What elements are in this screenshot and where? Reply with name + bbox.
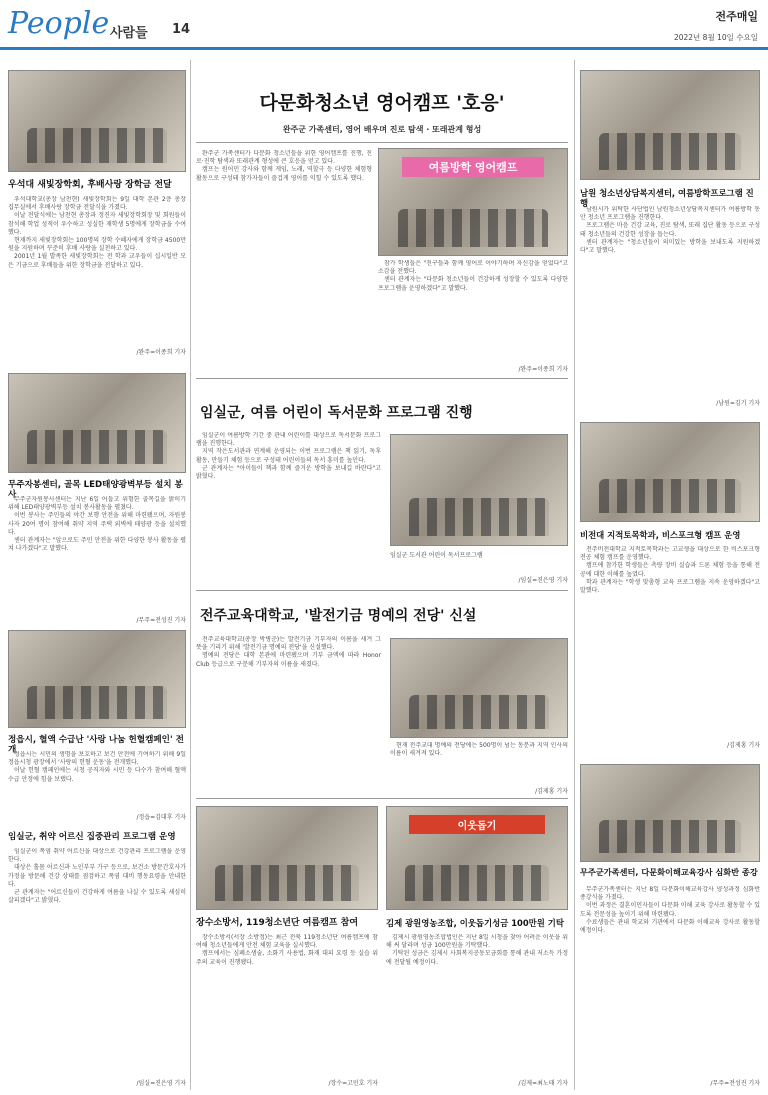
- article-body: 참가 학생들은 "친구들과 함께 영어로 이야기하며 자신감을 얻었다"고 소감을 전했다. 센터 관계자는 "다문화 청소년들이 건강하게 성장할 수 있도록 다양한 프로그램을 운영하겠다"고 말했다.: [378, 260, 568, 292]
- photo-caption: 임실군 도서관 어린이 독서프로그램: [390, 552, 483, 559]
- photo-banner: 이웃돕기: [409, 815, 546, 833]
- lead-article-photo: [378, 148, 568, 256]
- photo-banner: 여름방학 영어캠프: [402, 157, 545, 176]
- article-title: 김제 광원영농조합, 이웃돕기성금 100만원 기탁: [386, 918, 564, 928]
- article-body: 전주비전대학교 지적토목학과는 고교생을 대상으로 한 비스포크형 전공 체험 캠프를 운영했다. 캠프에 참가한 학생들은 측량 장비 실습과 드론 체험 등을 통해 전공에 대한 이해를 높였다. 학과 관계자는 "학생 맞춤형 교육 프로그램을 지속 운영하겠다"고 말했다.: [580, 546, 760, 595]
- article-title: 무주군가족센터, 다문화이해교육강사 심화반 종강: [580, 867, 758, 877]
- article-byline: /장수=고민호 기자: [328, 1080, 378, 1087]
- article-title: 우석대 새빛장학회, 후배사랑 장학금 전달: [8, 180, 172, 190]
- article-body: 현재 전주교대 명예의 전당에는 500명이 넘는 동문과 지역 인사의 이름이 새겨져 있다.: [390, 742, 568, 758]
- article-body: 임실군이 여름방학 기간 중 관내 어린이를 대상으로 독서문화 프로그램을 진행한다. 지역 작은도서관과 연계해 운영되는 이번 프로그램은 책 읽기, 독후 활동, 만들기 체험 등으로 구성돼 어린이들의 독서 흥미를 높인다. 군 관계자는 "아이들이 책과 함께 즐거운 방학을 보내길 바란다"고 밝혔다.: [196, 432, 381, 481]
- article-body: 완주군 가족센터가 다문화 청소년들을 위한 영어캠프를 진행, 진로·진학 탐색과 또래관계 형성에 큰 호응을 얻고 있다. 캠프는 원어민 강사와 함께 게임, 노래, 역할극 등 다양한 체험형 활동으로 구성돼 참가자들이 즐겁게 영어를 익힐 수 있도록 했다.: [196, 150, 372, 182]
- lead-article-title: 다문화청소년 영어캠프 '호응': [259, 92, 505, 114]
- article-title: 임실군, 여름 어린이 독서문화 프로그램 진행: [200, 405, 473, 421]
- article-photo: [390, 638, 568, 738]
- article-byline: /남원=김기 기자: [716, 400, 760, 407]
- article-body: 무주군자원봉사센터는 지난 6일 어둡고 위험한 골목길을 밝히기 위해 LED태양광벽부등 설치 봉사활동을 펼쳤다. 이번 봉사는 주민들의 야간 보행 안전을 위해 마련됐으며, 자원봉사자 20여 명이 참여해 취약 지역 주택 외벽에 태양광 등을 설치했다. 센터 관계자는 "앞으로도 주민 안전을 위한 다양한 봉사 활동을 펼쳐 나가겠다"고 말했다.: [8, 496, 186, 553]
- article-body: 남원시가 위탁한 사단법인 남원청소년상담복지센터가 여름방학 동안 청소년 프로그램을 진행한다. 프로그램은 마음 건강 교육, 진로 탐색, 또래 집단 활동 등으로 구성돼 청소년들의 건강한 성장을 돕는다. 센터 관계자는 "청소년들이 의미있는 방학을 보내도록 지원하겠다"고 말했다.: [580, 206, 760, 255]
- section-title-ko: 사람들: [110, 26, 148, 41]
- newspaper-name: 전주매일: [715, 10, 758, 23]
- article-body: 장수소방서(서장 소방정)는 최근 전북 119청소년단 여름캠프에 참여해 청소년들에게 안전 체험 교육을 실시했다. 캠프에서는 심폐소생술, 소화기 사용법, 화재 대피 요령 등 실습 위주의 교육이 진행됐다.: [196, 934, 378, 966]
- article-byline: /임실=진은영 기자: [518, 577, 568, 584]
- article-body: 무주군가족센터는 지난 8일 다문화이해교육강사 양성과정 심화반 종강식을 가졌다. 이번 과정은 결혼이민자들이 다문화 이해 교육 강사로 활동할 수 있도록 전문성을 높이기 위해 마련됐다. 수료생들은 관내 학교와 기관에서 다문화 이해교육 강사로 활동할 예정이다.: [580, 886, 760, 935]
- article-photo: [8, 70, 186, 172]
- article-photo: [580, 70, 760, 180]
- column-divider: [190, 60, 191, 1090]
- article-rule: [196, 378, 568, 379]
- article-photo: [390, 434, 568, 546]
- article-body: 임실군이 폭염 취약 어르신을 대상으로 건강관리 프로그램을 운영한다. 대상은 홀몸 어르신과 노인부부 가구 등으로, 보건소 방문간호사가 가정을 방문해 건강 상태를 점검하고 폭염 대비 행동요령을 안내한다. 군 관계자는 "어르신들이 건강하게 여름을 나실 수 있도록 세심히 살피겠다"고 밝혔다.: [8, 848, 186, 905]
- article-byline: /정읍=김대후 기자: [136, 814, 186, 821]
- article-byline: /완주=이종희 기자: [518, 366, 568, 373]
- article-rule: [196, 590, 568, 591]
- article-title: 무주자봉센터, 골목 LED태양광벽부등 설치 봉사: [8, 480, 183, 501]
- article-title: 전주교육대학교, '발전기금 명예의 전당' 신설: [200, 608, 477, 624]
- article-photo: [580, 422, 760, 522]
- column-divider: [574, 60, 575, 1090]
- article-photo: [386, 806, 568, 910]
- article-title: 정읍시, 혈액 수급난 '사랑 나눔 헌혈캠페인' 전개: [8, 735, 184, 756]
- lead-article-subtitle: 완주군 가족센터, 영어 배우며 진로 탐색 · 또래관계 형성: [282, 125, 482, 134]
- section-title-en: People: [8, 6, 110, 41]
- article-byline: /김제홍 기자: [727, 742, 760, 749]
- page-number: 14: [172, 22, 191, 37]
- issue-date: 2022년 8월 10일 수요일: [673, 33, 758, 42]
- page-header: [0, 0, 768, 48]
- article-body: 김제시 광원영농조합법인은 지난 8일 시청을 찾아 어려운 이웃을 위해 써 달라며 성금 100만원을 기탁했다. 기탁된 성금은 김제시 사회복지공동모금회를 통해 관내 저소득 가정에 전달될 예정이다.: [386, 934, 568, 966]
- article-byline: /무주=전성진 기자: [710, 1080, 760, 1087]
- article-title: 임실군, 취약 어르신 집중관리 프로그램 운영: [8, 832, 176, 842]
- article-photo: [8, 373, 186, 473]
- subtitle-rule: [196, 142, 568, 143]
- article-title: 비전대 지적토목학과, 비스포크형 캠프 운영: [580, 530, 741, 540]
- article-title: 남원 청소년상담복지센터, 여름방학프로그램 진행: [580, 188, 754, 209]
- article-rule: [196, 798, 568, 799]
- article-body: 전주교육대학교(총장 박병춘)는 발전기금 기부자의 이름을 새겨 그 뜻을 기리기 위해 '발전기금 명예의 전당'을 신설했다. 명예의 전당은 대학 본관에 마련됐으며 기부 금액에 따라 Honor Club 등급으로 구분해 기부자의 이름을 새겼다.: [196, 636, 381, 668]
- article-byline: /무주=전성진 기자: [136, 617, 186, 624]
- article-photo: [8, 630, 186, 728]
- article-photo: [196, 806, 378, 910]
- article-byline: /김제=최노태 기자: [518, 1080, 568, 1087]
- article-byline: /완주=이종희 기자: [136, 349, 186, 356]
- article-title: 장수소방서, 119청소년단 여름캠프 참여: [196, 918, 359, 928]
- article-body: 정읍시는 시민의 생명을 보호하고 보건 안전에 기여하기 위해 9일 정읍시청 광장에서 '사랑의 헌혈 운동'을 전개했다. 이날 헌혈 캠페인에는 시청 공직자와 시민 등 다수가 참여해 혈액 수급 안정에 힘을 보탰다.: [8, 751, 186, 783]
- article-photo: [580, 764, 760, 862]
- header-rule: [0, 47, 768, 50]
- article-byline: /김제홍 기자: [535, 788, 568, 795]
- article-body: 우석대학교(총장 남천현) 새빛장학회는 9일 대학 본관 2층 총장 집무실에서 후배사랑 장학금 전달식을 가졌다. 이날 전달식에는 남천현 총장과 정진자 새빛장학회장 및 회원들이 참석해 학업 성적이 우수하고 성실한 재학생 5명에게 장학금을 수여했다. 현재까지 새빛장학회는 100명의 장학 수혜자에게 장학금 4500만 원을 지원하며 꾸준히 후배 사랑을 실천하고 있다. 2001년 1월 발족한 새빛장학회는 전 학과 교우들이 십시일반 모은 기금으로 후배들을 위한 장학금을 전달하고 있다.: [8, 196, 186, 269]
- article-byline: /임실=진은영 기자: [136, 1080, 186, 1087]
